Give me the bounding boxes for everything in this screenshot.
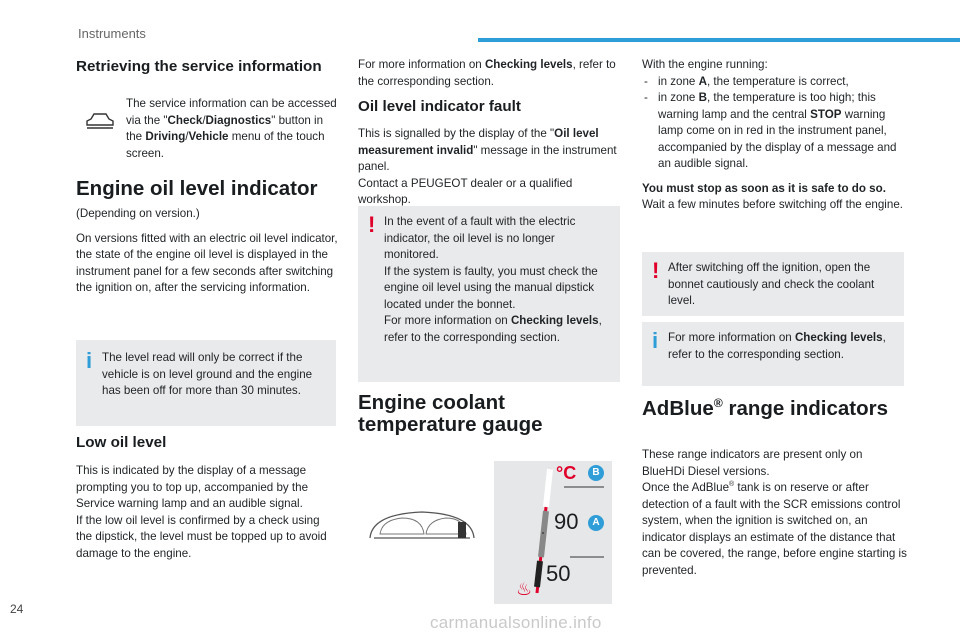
dashboard-outline-icon (366, 506, 478, 551)
coolant-info-note (642, 322, 904, 386)
adblue-text-2: Once the AdBlue® tank is on reserve or after detection of a fault with the SCR emissions control system, when the ignition is switched on, an indicator displays an estimate of the distance that can be covered, the range, before engine starting is prevented. (642, 481, 907, 577)
info-mark-icon: i (86, 348, 93, 373)
adblue-heading: AdBlue® range indicators (642, 396, 888, 420)
page-number: 24 (10, 602, 24, 616)
warn-text-2: If the system is faulty, you must check the engine oil level using the manual dipstick located under the bonnet. (384, 264, 598, 311)
fault-heading: Oil level indicator fault (358, 98, 521, 115)
adblue-text-1: These range indicators are present only on BlueHDi Diesel versions. (642, 448, 863, 478)
warn-text-1: In the event of a fault with the electric indicator, the oil level is no longer monitored. (384, 215, 576, 261)
warning-mark-icon: ! (368, 212, 376, 237)
oil-section (76, 178, 338, 200)
oil-heading: Engine oil level indicator (76, 177, 318, 200)
zone-list (642, 74, 908, 173)
running-intro: With the engine running: (642, 58, 768, 71)
column-1 (76, 58, 338, 75)
info-mark-icon: i (652, 328, 659, 353)
zone-b-badge: B (588, 465, 604, 481)
header-rule (478, 38, 960, 42)
coolant-warning-icon: ♨ (516, 579, 533, 599)
coolant-info-text: For more information on Checking levels, refer to the corresponding section. (668, 331, 886, 361)
service-heading: Retrieving the service information (76, 58, 322, 75)
low-oil-heading: Low oil level (76, 434, 167, 451)
coolant-warning-note (642, 252, 904, 316)
fault-contact: Contact a PEUGEOT dealer or a qualified workshop. (358, 176, 573, 206)
more-info-text: For more information on Checking levels, refer to the corresponding section. (358, 58, 616, 88)
fault-text: This is signalled by the display of the "Oil level measurement invalid" message in the instrument panel. (358, 127, 617, 173)
gauge-value-low: 50 (546, 561, 571, 586)
zone-a-item: - in zone A, the temperature is correct, (642, 74, 908, 91)
warning-mark-icon: ! (652, 258, 660, 283)
oil-info-note (76, 340, 336, 426)
service-text: The service information can be accessed via the "Check/Diagnostics" button in the Driving/Vehicle menu of the touch screen. (126, 97, 337, 160)
coolant-heading: Engine coolant temperature gauge (358, 391, 543, 436)
wait-text: Wait a few minutes before switching off the engine. (642, 198, 904, 211)
section-label: Instruments (78, 26, 146, 41)
zone-b-item: - in zone B, the temperature is too high; this warning lamp and the central STOP warning lamp come on in red in the instrument panel, accompanied by the display of a message and an audible signal. (642, 90, 908, 173)
watermark: carmanualsonline.info (430, 613, 602, 632)
gauge-value-high: 90 (554, 509, 579, 534)
warn-text-3: For more information on Checking levels, refer to the corresponding section. (384, 314, 602, 344)
celsius-label: °C (556, 463, 577, 483)
low-oil-text-1: This is indicated by the display of a message prompting you to top up, accompanied by the Service warning lamp and an audible signal. (76, 464, 309, 510)
oil-version: (Depending on version.) (76, 207, 200, 220)
oil-description: On versions fitted with an electric oil level indicator, the state of the engine oil level is displayed in the instrument panel for a few seconds after switching the ignition on, after the servicing information. (76, 231, 338, 294)
zone-a-badge: A (588, 515, 604, 531)
fault-warning-note (358, 206, 620, 382)
low-oil-text-2: If the low oil level is confirmed by a check using the dipstick, the level must be topped up to avoid damage to the engine. (76, 513, 327, 560)
coolant-gauge-panel (494, 461, 612, 604)
coolant-warning-text: After switching off the ignition, open the bonnet cautiously and check the coolant level. (668, 261, 875, 307)
car-outline-icon (84, 110, 116, 137)
oil-note-text: The level read will only be correct if the vehicle is on level ground and the engine has been off for more than 30 minutes. (102, 351, 313, 397)
must-stop-text: You must stop as soon as it is safe to do so. (642, 181, 886, 195)
